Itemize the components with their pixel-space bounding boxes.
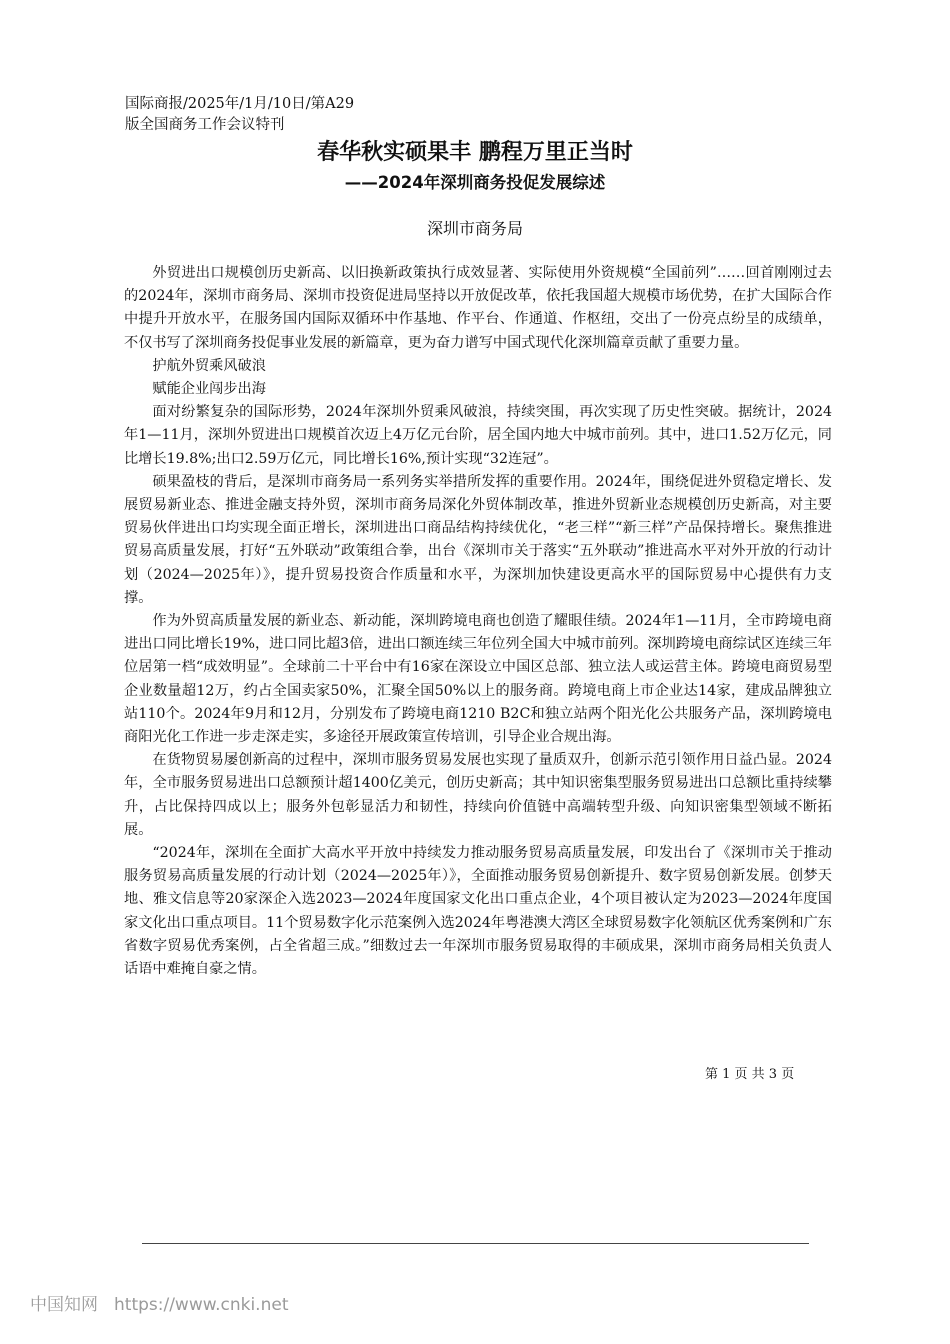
- paragraph: 面对纷繁复杂的国际形势，2024年深圳外贸乘风破浪，持续突围，再次实现了历史性突破。据统计，2024年1—11月，深圳外贸进出口规模首次迈上4万亿元台阶，居全国内地大中城市前列。其中，进口1.52万亿元，同比增长19.8%;出口2.59万亿元，同比增长16%,预计实现“32连冠”。: [124, 404, 832, 467]
- section-heading-2: 赋能企业闯步出海: [152, 381, 266, 398]
- source-info: [125, 94, 825, 136]
- paragraph: 在货物贸易屡创新高的过程中，深圳市服务贸易发展也实现了量质双升，创新示范引领作用日益凸显。2024年，全市服务贸易进出口总额预计超1400亿美元，创历史新高；其中知识密集型服务贸易进出口总额比重持续攀升，占比保持四成以上；服务外包彰显活力和韧性，持续向价值链中高端转型升级、向知识密集型领域不断拓展。: [124, 752, 832, 838]
- footer-divider: [142, 1243, 809, 1244]
- article-body: [124, 262, 832, 981]
- watermark-url: https://www.cnki.net: [114, 1295, 289, 1315]
- source-line-2: 版全国商务工作会议特刊: [125, 117, 285, 133]
- source-line-1: 国际商报/2025年/1月/10日/第A29: [125, 96, 355, 112]
- paragraph: 作为外贸高质量发展的新业态、新动能，深圳跨境电商也创造了耀眼佳绩。2024年1—11月，全市跨境电商进出口同比增长19%，进口同比超3倍，进出口额连续三年位列全国大中城市前列。深圳跨境电商综试区连续三年位居第一档“成效明显”。全球前二十平台中有16家在深设立中国区总部、独立法人或运营主体。跨境电商贸易型企业数量超12万，约占全国卖家50%，汇聚全国50%以上的服务商。跨境电商上市企业达14家，建成品牌独立站110个。2024年9月和12月，分别发布了跨境电商1210 B2C和独立站两个阳光化公共服务产品，深圳跨境电商阳光化工作进一步走深走实，多途径开展政策宣传培训，引导企业合规出海。: [124, 613, 832, 746]
- watermark-brand: 中国知网: [30, 1295, 98, 1315]
- article-author: 深圳市商务局: [426, 219, 523, 238]
- page-number: 第 1 页 共 3 页: [705, 1067, 795, 1082]
- article-title: 春华秋实硕果丰 鹏程万里正当时: [317, 140, 633, 165]
- cnki-watermark: [30, 1294, 288, 1316]
- article-subtitle: ——2024年深圳商务投促发展综述: [344, 173, 606, 192]
- paragraph: 硕果盈枝的背后，是深圳市商务局一系列务实举措所发挥的重要作用。2024年，围绕促进外贸稳定增长、发展贸易新业态、推进金融支持外贸，深圳市商务局深化外贸体制改革，推进外贸新业态规模创历史新高，对主要贸易伙伴进出口均实现全面正增长，深圳进出口商品结构持续优化，“老三样”“新三样”产品保持增长。聚焦推进贸易高质量发展，打好“五外联动”政策组合拳，出台《深圳市关于落实“五外联动”推进高水平对外开放的行动计划（2024—2025年）》，提升贸易投资合作质量和水平，为深圳加快建设更高水平的国际贸易中心提供有力支撑。: [124, 473, 832, 606]
- paragraph-intro: 外贸进出口规模创历史新高、以旧换新政策执行成效显著、实际使用外资规模“全国前列”……回首刚刚过去的2024年，深圳市商务局、深圳市投资促进局坚持以开放促改革，依托我国超大规模市场优势，在扩大国际合作中提升开放水平，在服务国内国际双循环中作基地、作平台、作通道、作枢纽，交出了一份亮点纷呈的成绩单，不仅书写了深圳商务投促事业发展的新篇章，更为奋力谱写中国式现代化深圳篇章贡献了重要力量。: [124, 265, 832, 351]
- paragraph: “2024年，深圳在全面扩大高水平开放中持续发力推动服务贸易高质量发展，印发出台了《深圳市关于推动服务贸易高质量发展的行动计划（2024—2025年）》，全面推动服务贸易创新提升、数字贸易创新发展。创梦天地、雅文信息等20家深企入选2023—2024年度国家文化出口重点企业，4个项目被认定为2023—2024年度国家文化出口重点项目。11个贸易数字化示范案例入选2024年粤港澳大湾区全球贸易数字化领航区优秀案例和广东省数字贸易优秀案例，占全省超三成。”细数过去一年深圳市服务贸易取得的丰硕成果，深圳市商务局相关负责人话语中难掩自豪之情。: [124, 845, 832, 978]
- section-heading-1: 护航外贸乘风破浪: [152, 357, 266, 374]
